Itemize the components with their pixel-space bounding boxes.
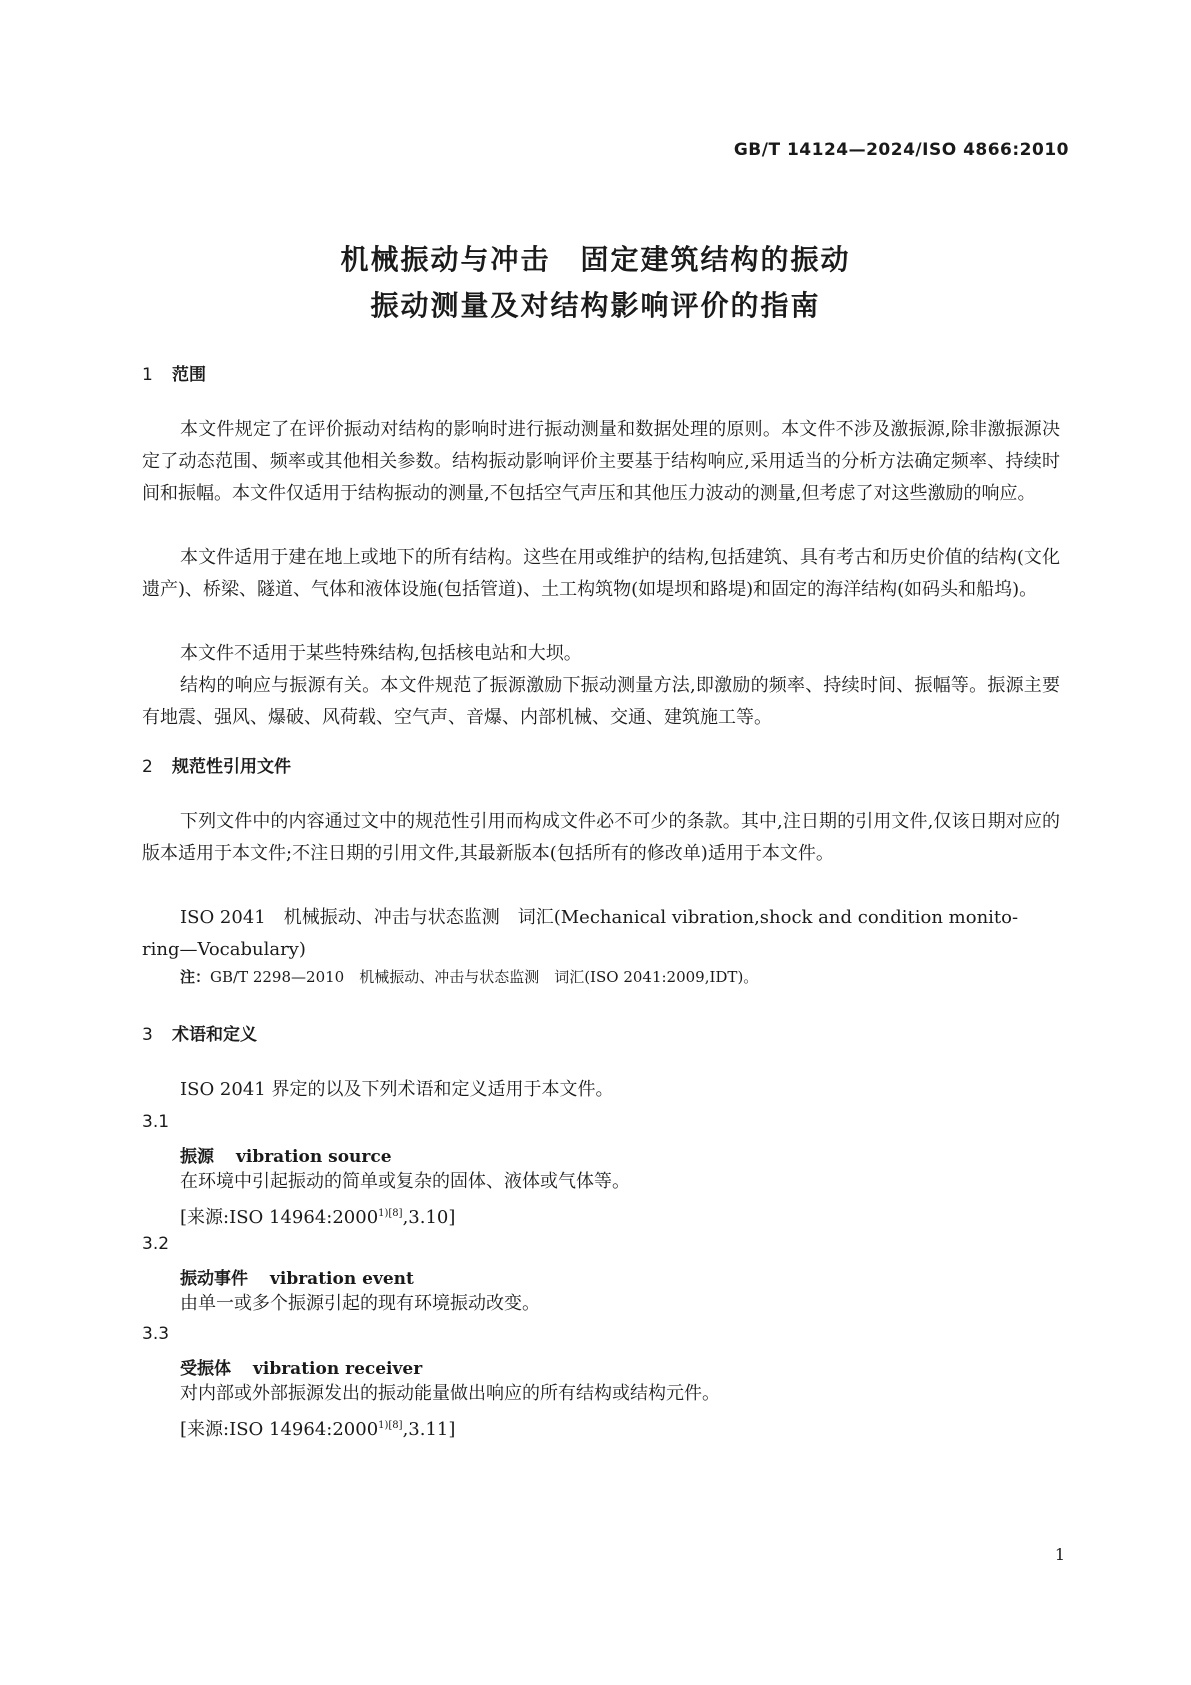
section-3-heading xyxy=(142,1020,257,1045)
term-source xyxy=(180,1410,1060,1446)
term-definition: 对内部或外部振源发出的振动能量做出响应的所有结构或结构元件。 xyxy=(180,1383,720,1404)
section-number: 3 xyxy=(142,1025,153,1045)
term-number: 3.2 xyxy=(142,1234,170,1254)
note xyxy=(180,966,758,987)
term-heading xyxy=(180,1354,422,1379)
term-en: vibration event xyxy=(270,1269,414,1289)
section-3-intro: ISO 2041 界定的以及下列术语和定义适用于本文件。 xyxy=(180,1079,614,1100)
page-number: 1 xyxy=(1054,1545,1065,1564)
term-heading xyxy=(180,1142,392,1167)
term-definition: 由单一或多个振源引起的现有环境振动改变。 xyxy=(180,1293,540,1314)
section-1-paragraph-1: 本文件规定了在评价振动对结构的影响时进行振动测量和数据处理的原则。本文件不涉及激振源,除非激振源决定了动态范围、频率或其他相关参数。结构振动影响评价主要基于结构响应,采用适当的分析方法确定频率、持续时间和振幅。本文件仅适用于结构振动的测量,不包括空气声压和其他压力波动的测量,但考虑了对这些激励的响应。 xyxy=(142,419,1060,504)
section-title: 规范性引用文件 xyxy=(172,757,291,777)
term-en: vibration receiver xyxy=(253,1359,423,1379)
note-label: 注： xyxy=(180,968,211,986)
source-footnote: 1)[8] xyxy=(378,1420,403,1431)
standard-number: GB/T 14124—2024/ISO 4866:2010 xyxy=(733,140,1069,160)
source-text: [来源:ISO 14964:2000 xyxy=(180,1207,379,1228)
section-1-paragraph-2: 本文件适用于建在地上或地下的所有结构。这些在用或维护的结构,包括建筑、具有考古和历史价值的结构(文化遗产)、桥梁、隧道、气体和液体设施(包括管道)、土工构筑物(如堤坝和路堤)和固定的海洋结构(如码头和船坞)。 xyxy=(142,547,1060,600)
title-line-1: 机械振动与冲击 固定建筑结构的振动 xyxy=(340,243,851,276)
term-zh: 振动事件 xyxy=(180,1269,248,1289)
source-clause: ,3.11] xyxy=(402,1419,456,1440)
section-title: 术语和定义 xyxy=(172,1025,257,1045)
title-line-2: 振动测量及对结构影响评价的指南 xyxy=(370,289,821,322)
term-heading xyxy=(180,1264,414,1289)
term-zh: 受振体 xyxy=(180,1359,231,1379)
section-number: 2 xyxy=(142,757,153,777)
term-en: vibration source xyxy=(236,1147,392,1167)
reference-line-1: ISO 2041 机械振动、冲击与状态监测 词汇(Mechanical vibration,shock and condition monito- xyxy=(180,907,1019,928)
source-text: [来源:ISO 14964:2000 xyxy=(180,1419,379,1440)
section-2-paragraph-1: 下列文件中的内容通过文中的规范性引用而构成文件必不可少的条款。其中,注日期的引用文件,仅该日期对应的版本适用于本文件;不注日期的引用文件,其最新版本(包括所有的修改单)适用于本文件。 xyxy=(142,811,1060,864)
term-zh: 振源 xyxy=(180,1147,214,1167)
source-clause: ,3.10] xyxy=(402,1207,456,1228)
section-number: 1 xyxy=(142,365,153,385)
section-2-heading xyxy=(142,752,291,777)
term-source xyxy=(180,1198,1060,1234)
term-number: 3.1 xyxy=(142,1112,170,1132)
section-1-paragraph-3: 本文件不适用于某些特殊结构,包括核电站和大坝。 xyxy=(180,643,582,664)
note-text: GB/T 2298—2010 机械振动、冲击与状态监测 词汇(ISO 2041:2009,IDT)。 xyxy=(210,968,759,986)
source-footnote: 1)[8] xyxy=(378,1208,403,1219)
term-definition: 在环境中引起振动的简单或复杂的固体、液体或气体等。 xyxy=(180,1171,630,1192)
section-1-heading xyxy=(142,360,206,385)
section-title: 范围 xyxy=(172,365,206,385)
section-1-paragraph-4: 结构的响应与振源有关。本文件规范了振源激励下振动测量方法,即激励的频率、持续时间、振幅等。振源主要有地震、强风、爆破、风荷载、空气声、音爆、内部机械、交通、建筑施工等。 xyxy=(142,675,1060,728)
reference-line-2: ring—Vocabulary) xyxy=(142,939,306,960)
term-number: 3.3 xyxy=(142,1324,170,1344)
